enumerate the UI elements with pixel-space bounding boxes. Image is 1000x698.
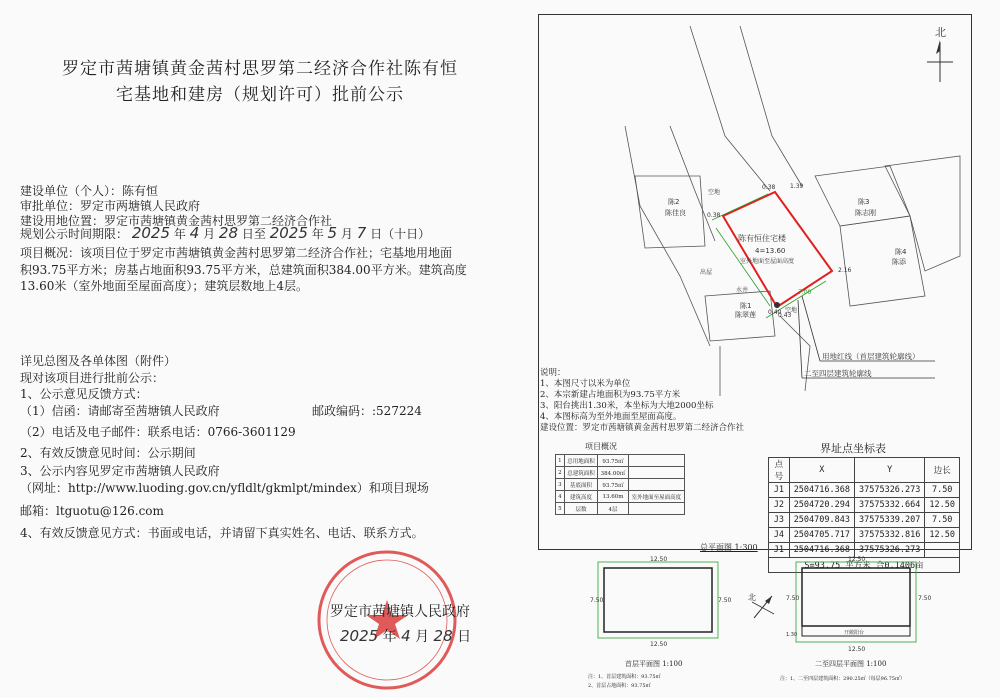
- leader-line: [802, 296, 820, 361]
- north-label: 北: [748, 593, 756, 602]
- sign-day: 28: [433, 627, 453, 645]
- road-line: [625, 126, 713, 346]
- period-text: 年: [311, 227, 324, 241]
- signature-org: 罗定市茜塘镇人民政府: [330, 604, 470, 620]
- floor-outline: [802, 568, 910, 626]
- site-label: 水井: [736, 287, 749, 294]
- note-item: 4、本图标高为至外地面至屋面高度。: [540, 412, 682, 422]
- letter-feedback: （1）信函：请邮寄至茜塘镇人民政府: [20, 404, 220, 418]
- sign-text: 日: [457, 629, 472, 645]
- email[interactable]: 邮箱：ltguotu@126.com: [20, 504, 164, 518]
- table-row: J1 2504716.368 37575326.273 7.50: [769, 483, 960, 498]
- well-marker: [774, 302, 780, 308]
- table-row: 2 总建筑面积 384.00㎡: [556, 467, 685, 479]
- dimension-frame: [598, 562, 718, 638]
- plan-notes: [540, 368, 744, 434]
- road-line: [740, 26, 802, 186]
- dimension-label: 1.39: [790, 183, 804, 190]
- dimension-line: [712, 194, 768, 220]
- sign-year: 2025: [340, 627, 379, 645]
- area-summary: S=93.75 平方米 合0.1406亩: [769, 558, 960, 573]
- neighbor-label: 陈3: [858, 198, 870, 206]
- content-location: 3、公示内容见罗定市茜塘镇人民政府: [20, 464, 220, 478]
- period-start-year: 2025: [131, 224, 171, 242]
- north-label: 北: [935, 26, 946, 39]
- feedback-form: 4、有效反馈意见方式：书面或电话，并请留下真实姓名、电话、联系方式。: [20, 526, 424, 540]
- sign-month: 4: [401, 627, 411, 645]
- postal-code: 邮政编码：:527224: [312, 404, 422, 418]
- neighbor-plot: [815, 166, 910, 226]
- overview-line3: 13.60米（室外地面至屋面高度）；建筑层数地上4层。: [20, 279, 308, 293]
- width-label: 12.50: [848, 556, 866, 563]
- width-label: 12.50: [848, 646, 866, 653]
- house-note: 室外地面至屋面高度: [740, 258, 795, 265]
- table-row: 3 基底面积 93.75㎡: [556, 479, 685, 491]
- balcony-depth: 1.30: [786, 632, 798, 638]
- table-row: 5 层数 4层: [556, 503, 685, 515]
- height-label: 7.50: [590, 597, 604, 604]
- ground-floor-note: 注：1、首层建筑面积：93.75㎡: [588, 674, 661, 680]
- balcony-label: 开敞阳台: [844, 630, 865, 636]
- publicity-period: [20, 224, 430, 242]
- website[interactable]: （网址：http://www.luoding.gov.cn/yfldlt/gkmlpt/mindex）和项目现场: [20, 481, 429, 495]
- floor-outline: [604, 568, 712, 632]
- neighbor-plot: [840, 216, 925, 306]
- legend-orange-line: 二至四层建筑轮廓线: [804, 369, 872, 378]
- construction-unit: 建设单位（个人）：陈有恒: [20, 184, 159, 198]
- period-start-day: 28: [218, 224, 239, 242]
- period-start-month: 4: [189, 224, 200, 242]
- overview-line1: 项目概况：该项目位于罗定市茜塘镇黄金茜村思罗第二经济合作社；宅基地用地面: [20, 246, 453, 260]
- upper-floor-plan: [782, 556, 932, 656]
- site-label: 空地: [708, 189, 721, 196]
- neighbor-label: 陈2: [668, 198, 680, 206]
- notice-intro: 现对该项目进行批前公示：: [20, 371, 165, 385]
- upper-floor-note: 注：1、二至四层建筑面积：290.25㎡（每层96.75㎡）: [780, 676, 905, 682]
- note-item: 建设位置：罗定市茜塘镇黄金茜村思罗第二经济合作社: [540, 423, 745, 433]
- dimension-label: 0.40: [768, 309, 782, 316]
- sign-text: 月: [415, 629, 430, 645]
- site-label: 空地: [785, 307, 798, 314]
- table-row: 4 建筑高度 13.60m 室外地面至屋面高度: [556, 491, 685, 503]
- neighbor-label: 陈佳良: [665, 209, 686, 217]
- ground-floor-plan: [590, 556, 730, 656]
- table-row: J3 2504709.843 37575339.207 7.50: [769, 513, 960, 528]
- dimension-label: 7.00: [798, 289, 812, 296]
- note-item: 2、本宗新建占地面积为93.75平方米: [540, 390, 681, 400]
- ground-floor-note: 2、首层占地面积：93.75㎡: [588, 683, 651, 689]
- feedback-time: 2、有效反馈意见时间：公示期间: [20, 446, 196, 460]
- dimension-label: 0.38: [762, 184, 776, 191]
- notes-heading: 说明：: [540, 368, 566, 378]
- upper-floor-caption: 二至四层平面图 1:100: [815, 660, 887, 668]
- signature-date: [340, 626, 471, 646]
- feedback-method-heading: 1、公示意见反馈方式：: [20, 387, 148, 401]
- coords-title: 界址点坐标表: [820, 442, 886, 455]
- neighbor-label: 陈志刚: [855, 209, 876, 217]
- see-attachments: 详见总图及各单体图（附件）: [20, 354, 177, 368]
- height-label: 7.50: [918, 595, 932, 602]
- phone-feedback: （2）电话及电子邮件：联系电话：0766-3601129: [20, 425, 296, 439]
- overview-line2: 积93.75平方米；房基占地面积93.75平方米，总建筑面积384.00平方米。建筑高度: [20, 263, 467, 277]
- neighbor-label: 陈1: [740, 302, 752, 310]
- notice-title-line2: 宅基地和建房（规划许可）批前公示: [116, 85, 404, 105]
- height-label: 7.50: [718, 597, 732, 604]
- period-text: 月: [203, 227, 216, 241]
- site-plan-caption: 总平面图 1:300: [700, 543, 758, 552]
- road-line: [670, 126, 715, 241]
- indicators-title: 项目概况: [585, 442, 617, 451]
- notice-title-line1: 罗定市茜塘镇黄金茜村思罗第二经济合作社陈有恒: [62, 59, 458, 79]
- period-text: 年: [173, 227, 186, 241]
- indicators-table: [555, 454, 685, 515]
- width-label: 12.50: [650, 556, 668, 563]
- period-end-day: 7: [356, 224, 367, 242]
- house-height: 4=13.60: [755, 247, 786, 255]
- note-item: 3、阳台挑出1.30米，本坐标为大地2000坐标: [540, 401, 714, 411]
- table-row: 1 总用地面积 93.75㎡: [556, 455, 685, 467]
- ground-floor-caption: 首层平面图 1:100: [625, 660, 683, 668]
- legend-red-line: 用地红线（首层建筑轮廓线）: [822, 352, 920, 361]
- dimension-label: 2.16: [838, 267, 852, 274]
- period-text: 日（十日）: [370, 227, 431, 241]
- approving-authority: 审批单位：罗定市两塘镇人民政府: [20, 199, 201, 213]
- height-label: 7.50: [786, 595, 800, 602]
- dimension-label: 0.38: [707, 212, 721, 219]
- site-plan: [540, 16, 970, 396]
- table-header-row: 点号 X Y 边长: [769, 458, 960, 483]
- width-label: 12.50: [650, 641, 668, 648]
- table-row: J4 2504705.717 37575332.816 12.50: [769, 528, 960, 543]
- leader-line: [798, 300, 802, 378]
- road-line: [690, 26, 770, 191]
- road-line: [780, 316, 810, 391]
- period-end-month: 5: [327, 224, 338, 242]
- north-arrow-small-icon: [748, 588, 778, 628]
- house-label: 陈有恒住宅楼: [738, 234, 786, 243]
- table-row: J1 2504716.368 37575326.273: [769, 543, 960, 558]
- note-item: 1、本图尺寸以米为单位: [540, 379, 631, 389]
- land-location: 建设用地位置：罗定市茜塘镇黄金茜村思罗第二经济合作社: [20, 214, 333, 228]
- period-text: 日至: [241, 227, 266, 241]
- neighbor-label: 陈添: [892, 258, 906, 266]
- neighbor-label: 陈4: [895, 248, 907, 256]
- neighbor-label: 陈翠莲: [735, 311, 756, 319]
- site-label: 出屋: [700, 269, 713, 276]
- period-label: 规划公示时间期限：: [20, 227, 129, 241]
- sign-text: 年: [382, 629, 397, 645]
- period-text: 月: [340, 227, 353, 241]
- period-end-year: 2025: [269, 224, 308, 242]
- dimension-label: 0.43: [778, 312, 792, 319]
- table-row: J2 2504720.294 37575332.664 12.50: [769, 498, 960, 513]
